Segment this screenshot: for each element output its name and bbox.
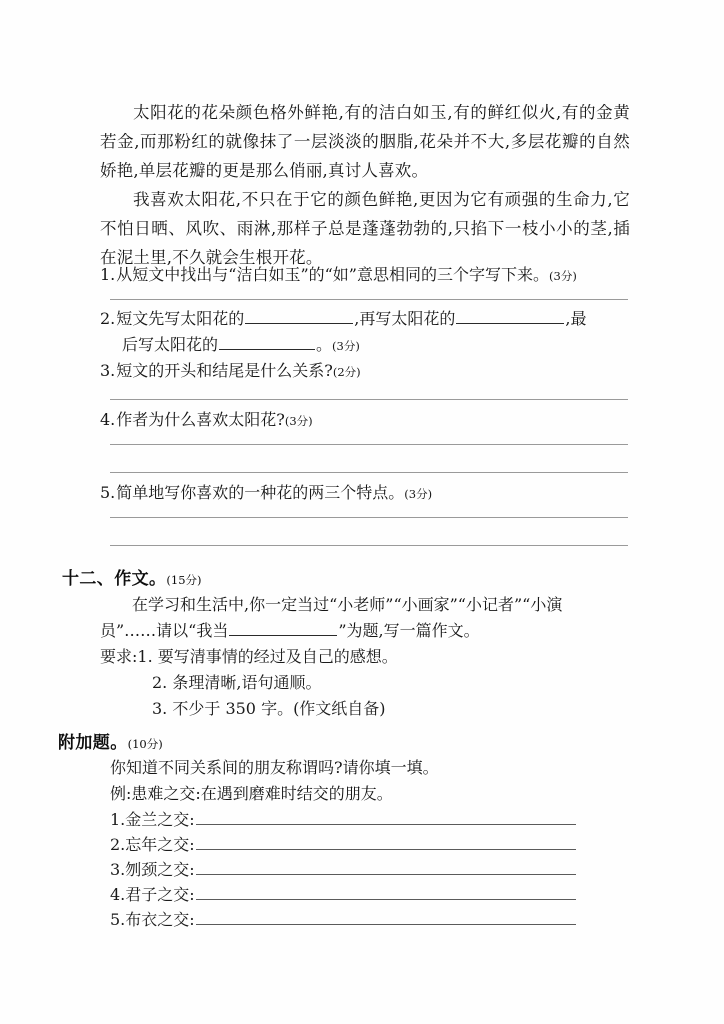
question-2-text-a: 短文先写太阳花的 [116,309,245,328]
requirements-row-1 [100,644,630,670]
answer-line-q4-2[interactable] [110,472,628,473]
composition-prompt-line-1: 在学习和生活中,你一定当过“小老师”“小画家”“小记者”“小演 [132,595,563,614]
bonus-item-3-colon: : [189,860,195,879]
question-2-number: 2. [100,309,116,328]
question-5-text: 简单地写你喜欢的一种花的两三个特点 [116,483,389,502]
bonus-list-item-4 [110,883,630,906]
bonus-item-4-term: 君子之交 [125,885,190,904]
bonus-list-item-5 [110,908,630,931]
bonus-list-item-1 [110,808,630,831]
answer-line-q3-1[interactable] [110,399,628,400]
bonus-item-1-number: 1. [110,810,126,829]
requirements-row-2 [100,670,630,696]
question-5 [100,480,630,507]
bonus-item-2-number: 2. [110,835,126,854]
bonus-item-3-answer-line[interactable] [196,858,576,875]
requirement-item-3: 3. 不少于 350 字。(作文纸自备) [152,699,386,718]
bonus-item-2-term: 忘年之交 [125,835,190,854]
question-4-number: 4. [100,410,116,429]
question-2-punct: 。 [316,335,333,354]
bonus-item-5-answer-line[interactable] [196,908,576,925]
question-1-text: 从短文中找出与“洁白如玉”的“如”意思相同的三个字写下来 [116,265,533,284]
bonus-item-5-term: 布衣之交 [125,910,190,929]
answer-line-q5-1[interactable] [110,517,628,518]
composition-prompt-text-a: 员”……请以“我当 [100,621,229,640]
answer-line-q5-2[interactable] [110,545,628,546]
question-2-blank-2[interactable] [456,306,564,324]
composition-requirements [100,644,630,722]
answer-line-q1-1[interactable] [110,299,628,300]
question-2-line-1 [100,306,630,332]
question-5-punct: 。 [388,483,405,502]
answer-line-q4-1[interactable] [110,444,628,445]
composition-prompt-text-b: ”为题,写一篇作文。 [338,621,480,640]
bonus-item-3-number: 3. [110,860,126,879]
bonus-points: (10分) [127,737,163,751]
bonus-example: 例:患难之交:在遇到磨难时结交的朋友。 [110,784,393,803]
composition-prompt-line-2 [100,618,630,644]
question-2-points: (3分) [332,339,360,353]
bonus-item-3-term: 刎颈之交 [125,860,190,879]
bonus-list-item-2 [110,833,630,856]
composition-heading-text: 十二、作文 [62,569,149,589]
bonus-item-5-colon: : [189,910,195,929]
bonus-item-5-number: 5. [110,910,126,929]
passage-paragraph-1: 太阳花的花朵颜色格外鲜艳,有的洁白如玉,有的鲜红似火,有的金黄若金,而那粉红的就像抹了一层淡淡的胭脂,花朵并不大,多层花瓣的自然娇艳,单层花瓣的更是那么俏丽,真讨人喜欢。 [100,103,630,180]
requirements-label: 要求: [100,647,138,666]
composition-title-blank[interactable] [229,618,337,636]
question-5-number: 5. [100,483,116,502]
bonus-item-1-colon: : [189,810,195,829]
bonus-item-2-colon: : [189,835,195,854]
requirement-item-1: 1. 要写清事情的经过及自己的感想。 [137,647,398,666]
requirement-item-2: 2. 条理清晰,语句通顺。 [152,673,322,692]
bonus-section-heading [58,728,163,753]
question-2-blank-3[interactable] [219,332,315,350]
composition-heading-punct: 。 [149,569,167,589]
bonus-item-1-term: 金兰之交 [125,810,190,829]
bonus-item-4-colon: : [189,885,195,904]
bonus-heading-text: 附加题 [58,733,111,753]
bonus-instruction: 你知道不同关系间的朋友称谓吗?请你填一填。 [110,758,439,777]
question-2-blank-1[interactable] [245,306,353,324]
question-3 [100,358,630,385]
question-5-points: (3分) [404,487,433,501]
bonus-item-2-answer-line[interactable] [196,833,576,850]
bonus-item-1-answer-line[interactable] [196,808,576,825]
question-1-punct: 。 [533,265,550,284]
question-3-text: 短文的开头和结尾是什么关系? [116,361,333,380]
question-4-points: (3分) [284,414,313,428]
question-2-line-2 [122,332,630,359]
composition-points: (15分) [166,573,202,587]
question-3-points: (2分) [332,365,361,379]
question-4 [100,407,630,434]
bonus-heading-punct: 。 [110,733,128,753]
bonus-item-4-answer-line[interactable] [196,883,576,900]
question-2-text-b: ,再写太阳花的 [354,309,456,328]
question-1 [100,262,630,289]
requirements-row-3 [100,696,630,722]
question-3-number: 3. [100,361,116,380]
bonus-item-4-number: 4. [110,885,126,904]
passage-paragraph-2: 我喜欢太阳花,不只在于它的颜色鲜艳,更因为它有顽强的生命力,它不怕日晒、风吹、雨淋,那样子总是蓬蓬勃勃的,只掐下一枝小小的茎,插在泥土里,不久就会生根开花。 [100,190,630,267]
question-1-points: (3分) [549,269,577,283]
question-2-text-c: ,最 [565,309,587,328]
bonus-list-item-3 [110,858,630,881]
question-2-text-d: 后写太阳花的 [122,335,219,354]
question-4-text: 作者为什么喜欢太阳花? [116,410,285,429]
question-1-number: 1. [100,265,116,284]
composition-section-heading [62,564,202,589]
